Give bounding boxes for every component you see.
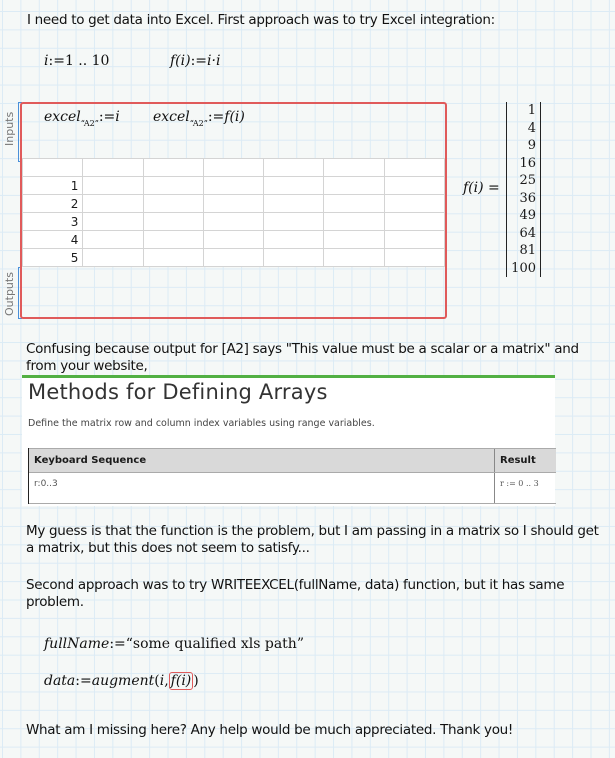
matrix-cell: 16 <box>519 155 536 171</box>
assign-op: := <box>207 109 225 125</box>
data-definition[interactable]: data:=augment(i, f(i) ) <box>44 673 199 689</box>
table-row <box>29 473 556 504</box>
closing-text: What am I missing here? Any help would be much appreciated. Thank you! <box>26 722 514 738</box>
excel-sheet-grid[interactable] <box>22 158 445 267</box>
sheet-cell[interactable] <box>384 249 444 267</box>
excel-input-assign-1[interactable] <box>44 109 120 128</box>
sheet-cell[interactable] <box>203 231 263 249</box>
sheet-cell[interactable] <box>203 159 263 177</box>
sheet-cell[interactable] <box>324 159 384 177</box>
excel-subscript: “A2” <box>80 119 99 128</box>
sheet-cell[interactable] <box>203 213 263 231</box>
augment-arg-2-error[interactable]: f(i) <box>170 673 192 689</box>
snippet-table-wrap <box>28 448 556 504</box>
header-result: Result <box>495 449 557 473</box>
sheet-cell[interactable] <box>384 213 444 231</box>
excel-rhs: i <box>115 109 120 125</box>
header-keyboard-sequence: Keyboard Sequence <box>29 449 495 473</box>
range-var: i <box>44 53 49 69</box>
sheet-cell[interactable] <box>324 195 384 213</box>
function-lhs: f(i) <box>170 53 191 69</box>
sheet-cell[interactable] <box>143 195 203 213</box>
table-row <box>23 195 445 213</box>
table-row <box>23 231 445 249</box>
excel-var: excel <box>153 109 190 125</box>
sheet-cell[interactable] <box>83 195 143 213</box>
function-definition[interactable] <box>170 53 220 69</box>
matrix-cell: 25 <box>519 173 536 188</box>
sheet-cell[interactable] <box>324 177 384 195</box>
table-row <box>23 177 445 195</box>
sheet-cell[interactable] <box>384 159 444 177</box>
table-row <box>23 249 445 267</box>
excel-var: excel <box>44 109 81 125</box>
snippet-table <box>29 448 556 504</box>
table-row <box>23 213 445 231</box>
sheet-cell[interactable] <box>83 177 143 195</box>
augment-arg-1: i <box>159 673 165 689</box>
sheet-cell[interactable] <box>264 195 324 213</box>
assign-op: := <box>75 673 92 689</box>
row-number-cell: 2 <box>23 195 83 213</box>
range-value: 1 .. 10 <box>64 53 110 69</box>
excel-input-assign-2[interactable] <box>153 109 245 128</box>
matrix-cell: 81 <box>519 243 536 258</box>
sheet-cell[interactable] <box>83 213 143 231</box>
result-matrix[interactable] <box>506 102 541 277</box>
result-cell: r := 0 .. 3 <box>495 473 557 504</box>
assign-op: := <box>48 53 65 69</box>
sheet-cell[interactable] <box>384 231 444 249</box>
row-number-cell: 1 <box>23 177 83 195</box>
data-var: data <box>44 673 76 689</box>
sheet-cell[interactable] <box>324 249 384 267</box>
sheet-cell[interactable] <box>384 177 444 195</box>
sheet-cell[interactable] <box>143 249 203 267</box>
table-row <box>23 159 445 177</box>
matrix-cell: 9 <box>527 138 536 153</box>
sheet-cell[interactable] <box>143 177 203 195</box>
sheet-cell[interactable] <box>143 159 203 177</box>
sheet-cell[interactable] <box>143 213 203 231</box>
matrix-cell: 36 <box>519 190 536 206</box>
matrix-cell: 1 <box>527 103 536 118</box>
matrix-cell: 4 <box>527 120 536 136</box>
range-definition[interactable] <box>44 53 109 69</box>
excel-subscript: “A2” <box>189 119 208 128</box>
sheet-cell[interactable] <box>264 213 324 231</box>
second-approach-text: Second approach was to try WRITEEXCEL(fullName, data) function, but it has same problem. <box>26 577 565 610</box>
augment-func: augment <box>91 673 155 689</box>
snippet-description: Define the matrix row and column index variables using range variables. <box>28 418 375 429</box>
row-number-cell: 4 <box>23 231 83 249</box>
confusing-text: Confusing because output for [A2] says "This value must be a scalar or a matrix" and from your website, <box>26 341 579 374</box>
matrix-cell: 49 <box>519 208 536 223</box>
result-label: f(i) = <box>463 180 500 196</box>
sheet-cell[interactable] <box>203 249 263 267</box>
inputs-label: Inputs <box>3 111 16 146</box>
fullname-var: fullName <box>44 636 110 652</box>
sheet-cell[interactable] <box>83 249 143 267</box>
snippet-title: Methods for Defining Arrays <box>28 380 328 404</box>
function-rhs: i·i <box>207 53 221 69</box>
sheet-cell[interactable] <box>203 195 263 213</box>
fullname-string: “some qualified xls path” <box>125 636 304 652</box>
sheet-cell[interactable] <box>203 177 263 195</box>
excel-component[interactable] <box>20 102 447 319</box>
sheet-cell[interactable] <box>83 159 143 177</box>
assign-op: := <box>98 109 116 125</box>
guess-text: My guess is that the function is the problem, but I am passing in a matrix so I should get a matrix, but this does not seem to satisfy... <box>26 523 599 556</box>
row-number-cell: 3 <box>23 213 83 231</box>
sheet-cell[interactable] <box>264 231 324 249</box>
keyboard-sequence-cell: r:0..3 <box>29 473 495 504</box>
matrix-cell: 64 <box>519 225 536 241</box>
intro-text: I need to get data into Excel. First approach was to try Excel integration: <box>27 12 495 28</box>
sheet-cell[interactable] <box>324 213 384 231</box>
website-snippet <box>22 375 555 506</box>
fullname-definition[interactable] <box>44 636 304 652</box>
row-number-cell <box>23 159 83 177</box>
sheet-cell[interactable] <box>324 231 384 249</box>
sheet-cell[interactable] <box>264 177 324 195</box>
sheet-cell[interactable] <box>143 231 203 249</box>
matrix-cell: 100 <box>511 260 536 276</box>
sheet-cell[interactable] <box>264 249 324 267</box>
sheet-cell[interactable] <box>264 159 324 177</box>
outputs-label: Outputs <box>3 272 16 316</box>
row-number-cell: 5 <box>23 249 83 267</box>
excel-rhs: f(i) <box>224 109 245 125</box>
assign-op: := <box>190 53 208 69</box>
sheet-cell[interactable] <box>83 231 143 249</box>
assign-op: := <box>109 636 126 652</box>
sheet-cell[interactable] <box>384 195 444 213</box>
